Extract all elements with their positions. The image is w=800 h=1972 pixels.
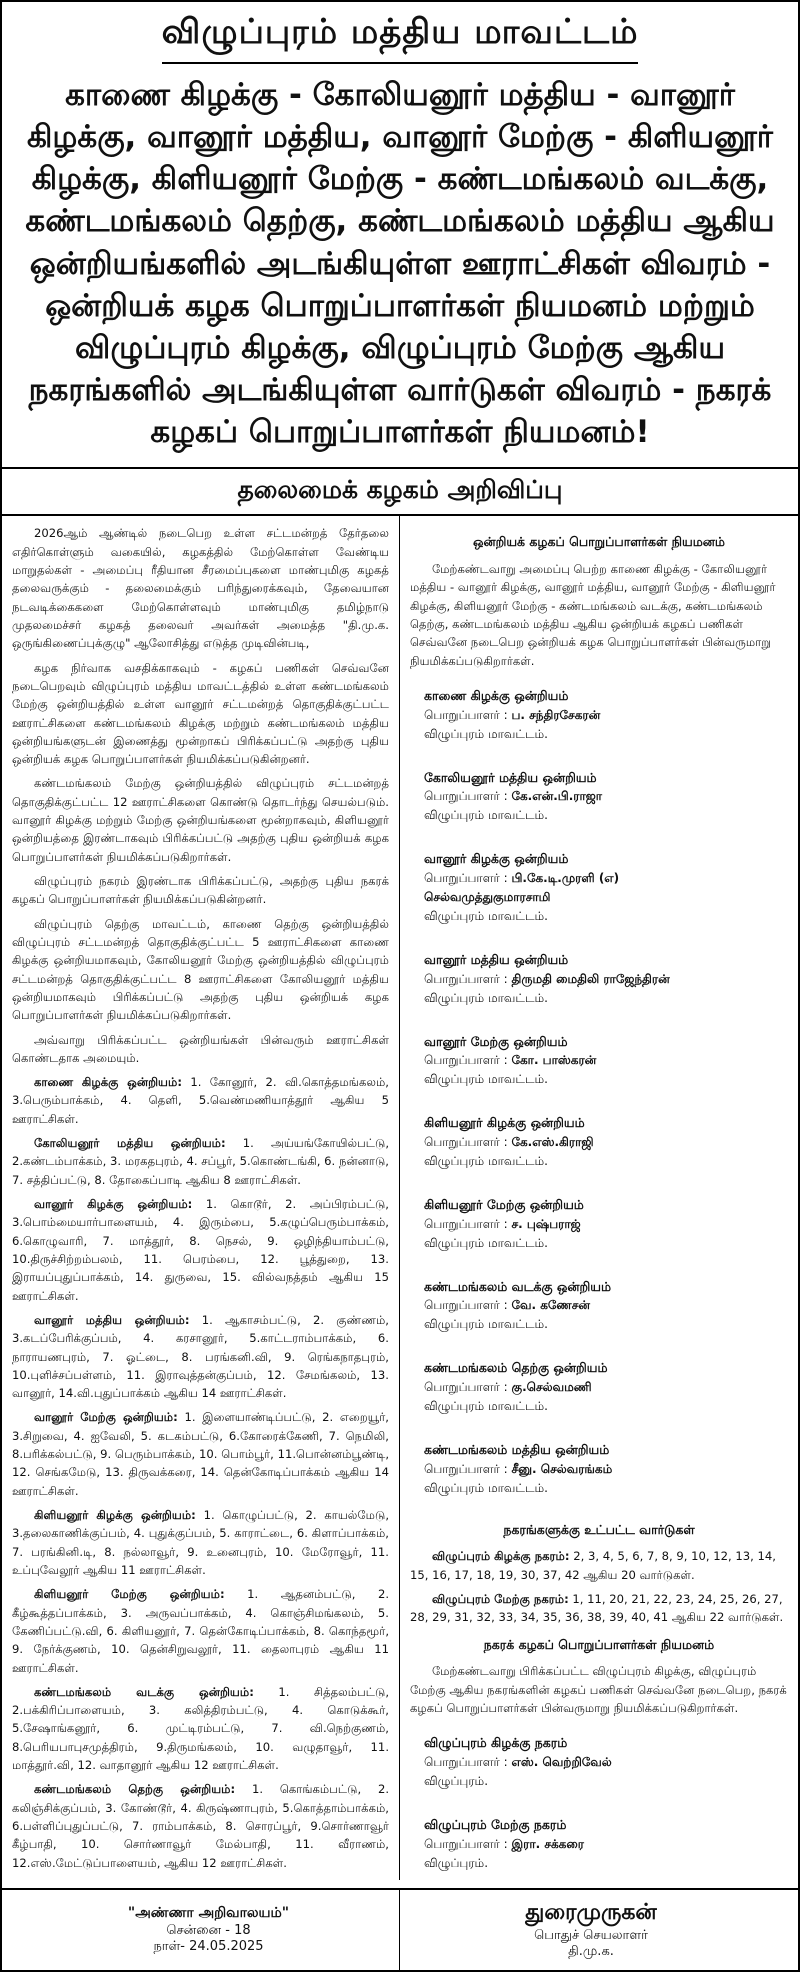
role-label: பொறுப்பாளர் : [424, 707, 508, 722]
appointee-name: திருமதி மைதிலி ராஜேந்திரன் [511, 971, 670, 986]
union-villages: 1. கொடூர், 2. அப்பிரம்பட்டு, 3.பொம்மையார்பாளையம், 4. இரும்பை, 5.கழுப்பெரும்பாக்கம், 6.கொழுவாரி, 7. மாத்தூர், 8. நெசல், 9. ஒழிந்தியாம்பட்டு, 10.திருச்சிற்றம்பலம், 11. பெரம்பை, 12. பூத்துறை, 13. இராயப்புதுப்பாக்கம், 14. துருவை, 15. வில்வநத்தம் ஆகிய 15 ஊராட்சிகள். [12, 1197, 389, 1303]
appointment-unit-name: விழுப்புரம் மேற்கு நகரம் [424, 1816, 567, 1832]
town-appointments [410, 1723, 788, 1880]
union-name: வானூர் மத்திய ஒன்றியம்: [34, 1312, 190, 1327]
appointment-line [424, 1296, 788, 1315]
union-name: கோலியனூர் மத்திய ஒன்றியம்: [34, 1136, 226, 1151]
appointee-name: பி.கே.டி.முரளி (எ) [511, 871, 620, 886]
role-label: பொறுப்பாளர் : [424, 789, 508, 804]
appointment-unit-name: விழுப்புரம் கிழக்கு நகரம் [424, 1735, 568, 1751]
union-name: வானூர் கிழக்கு ஒன்றியம்: [34, 1197, 193, 1212]
appointee-place: விழுப்புரம் மாவட்டம். [424, 1317, 548, 1332]
role-label: பொறுப்பாளர் : [424, 1216, 508, 1231]
appointment-unit-name: கிளியனூர் கிழக்கு ஒன்றியம் [424, 1115, 585, 1131]
appointee-name: ப. சந்திரசேகரன் [511, 707, 601, 722]
appointment-entry [410, 1103, 788, 1185]
appointment-line [424, 787, 788, 806]
district-title: விழுப்புரம் மத்திய மாவட்டம் [162, 12, 639, 64]
paragraph: மேற்கண்டவாறு அமைப்பு பெற்ற காணை கிழக்கு - கோலியனூர் மத்திய - வானூர் கிழக்கு, வானூர் மத்திய, வானூர் மேற்கு - கிளியனூர் கிழக்கு, கிளியனூர் மேற்கு - கண்டமங்கலம் வடக்கு, கண்டமங்கலம் தெற்கு, கண்டமங்கலம் மத்திய ஆகிய ஒன்றியக் கழகப் பணிகள் செவ்வனே நடைபெற ஒன்றியக் கழக பொறுப்பாளர்கள் பின்வருமாறு நியமிக்கப்படுகிறார்கள். [410, 562, 776, 668]
ward-label: விழுப்புரம் மேற்கு நகரம்: [432, 1591, 569, 1606]
appointee-name: கோ. பாஸ்கரன் [511, 1053, 597, 1068]
role-label: பொறுப்பாளர் : [424, 1461, 508, 1476]
appointment-unit-name: காணை கிழக்கு ஒன்றியம் [424, 688, 569, 704]
union-name: கண்டமங்கலம் தெற்கு ஒன்றியம்: [34, 1782, 236, 1797]
appointment-unit-name: கண்டமங்கலம் வடக்கு ஒன்றியம் [424, 1278, 612, 1294]
issue-date: நாள்- 24.05.2025 [153, 1939, 264, 1954]
appointment-entry [410, 676, 788, 758]
appointment-unit-name: வானூர் மேற்கு ஒன்றியம் [424, 1033, 568, 1049]
appointment-entry [410, 1723, 788, 1805]
union-entry [12, 1780, 389, 1872]
appointment-entry [410, 758, 788, 840]
appointment-entry [410, 1805, 788, 1881]
appointee-place: விழுப்புரம் மாவட்டம். [424, 990, 548, 1005]
union-entry [12, 1878, 389, 1880]
union-villages: 1. ஆகாசம்பட்டு, 2. குண்ணம், 3.கடப்பேரிக்குப்பம், 4. கரசானூர், 5.காட்டராம்பாக்கம், 6. நாராயணபுரம், 7. ஓட்டை, 8. பரங்கனி.வி, 9. ரெங்கநாதபுரம், 10.புளிச்சப்பள்ளம், 11. இராவுத்தன்குப்பம், 12. சேமங்கலம், 13. வானூர், 14.வி.புதுப்பாக்கம் ஆகிய 14 ஊராட்சிகள். [12, 1312, 389, 1401]
appointment-entry [410, 839, 788, 940]
union-entry [12, 1506, 389, 1579]
role-label: பொறுப்பாளர் : [424, 871, 508, 886]
address-block [18, 1890, 400, 1970]
appointment-line [424, 1215, 788, 1234]
appointee-place: விழுப்புரம் மாவட்டம். [424, 1153, 548, 1168]
ward-list: 2, 3, 4, 5, 6, 7, 8, 9, 10, 12, 13, 14, 15, 16, 17, 18, 19, 30, 37, 42 ஆகிய 20 வார்டுகள். [410, 1549, 776, 1582]
union-villages: 1. கொங்கம்பட்டு, 2. கலிஞ்சிக்குப்பம், 3. கோண்டூர், 4. கிருஷ்ணாபுரம், 5.கொத்தாம்பாக்கம், 6.பள்ளிப்புதுப்பட்டு, 7. ராம்பாக்கம், 8. சொரப்பூர், 9.சொர்ணாவூர் கீழ்பாதி, 10. சொர்ணாவூர் மேல்பாதி, 11. வீராணம், 12.எஸ்.மேட்டுப்பாளையம், ஆகிய 12 ஊராட்சிகள். [12, 1782, 390, 1870]
signature-block [400, 1900, 782, 1960]
appointee-name: கே.என்.பி.ராஜா [511, 789, 603, 804]
union-name: கண்டமங்கலம் வடக்கு ஒன்றியம்: [34, 1684, 254, 1699]
appointment-line [424, 970, 788, 989]
appointee-name: கு.செல்வமணி [511, 1379, 592, 1394]
appointee-name: இரா. சக்கரை [511, 1836, 584, 1851]
role-label: பொறுப்பாளர் : [424, 1754, 508, 1769]
union-entry [12, 1408, 389, 1500]
appointment-entry [410, 1348, 788, 1430]
appointee-name: கே.எஸ்.கிராஜி [511, 1135, 594, 1150]
sub-heading: தலைமைக் கழகம் அறிவிப்பு [237, 475, 563, 505]
appointee-place: விழுப்புரம் மாவட்டம். [424, 1072, 548, 1087]
appointee-place: விழுப்புரம் மாவட்டம். [424, 726, 548, 741]
appointment-entry [410, 1185, 788, 1267]
union-name: கிளியனூர் கிழக்கு ஒன்றியம்: [34, 1508, 196, 1523]
party-name: தி.மு.க. [568, 1944, 614, 1959]
section-title: ஒன்றியக் கழகப் பொறுப்பாளர்கள் நியமனம் [472, 534, 725, 550]
appointment-entry [410, 1267, 788, 1349]
signatory-designation: பொதுச் செயலாளர் [534, 1928, 648, 1943]
appointment-entry [410, 1430, 788, 1512]
section-title: நகரங்களுக்கு உட்பட்ட வார்டுகள் [503, 1521, 695, 1537]
appointment-entry [410, 940, 788, 1022]
appointee-place: விழுப்புரம். [424, 1855, 489, 1870]
union-entry [12, 1134, 389, 1189]
union-villages: 1. அய்யங்கோயில்பட்டு, 2.கண்டம்பாக்கம், 3. மரகதபுரம், 4. சப்பூர், 5.கொண்டங்கி, 6. நன்னாடு, 7. சத்திப்பட்டு, 8. தோகைப்பாடி ஆகிய 8 ஊராட்சிகள். [12, 1136, 389, 1187]
ward-list: 1, 11, 20, 21, 22, 23, 24, 25, 26, 27, 28, 29, 31, 32, 33, 34, 35, 36, 38, 39, 40, 41 ஆகிய 22 வார்டுகள். [410, 1591, 784, 1625]
union-entry [12, 1585, 389, 1677]
role-label: பொறுப்பாளர் : [424, 1053, 508, 1068]
ward-entry [410, 1590, 788, 1627]
union-name: காணை கிழக்கு ஒன்றியம்: [34, 1075, 182, 1090]
role-label: பொறுப்பாளர் : [424, 971, 508, 986]
appointee-place: விழுப்புரம் மாவட்டம். [424, 1480, 548, 1495]
appointee-place: விழுப்புரம். [424, 1773, 489, 1788]
ward-entry [410, 1547, 788, 1584]
role-label: பொறுப்பாளர் : [424, 1135, 508, 1150]
union-villages: 1. சித்தலம்பட்டு, 2.பக்கிரிப்பாளையம், 3. கலித்திரம்பட்டு, 4. கொடுக்கூர், 5.சேஷாங்கனூர், 6. முட்டிரம்பட்டு, 7. வி.நெற்குணம், 8.பெரியபாபுசமுத்திரம், 9.திருமங்கலம், 10. வழுதாவூர், 11. மாத்தூர்.வி, 12. வாதானூர் ஆகிய 12 ஊராட்சிகள். [12, 1684, 390, 1773]
paragraph: கழக நிர்வாக வசதிக்காகவும் - கழகப் பணிகள் செவ்வனே நடைபெறவும் விழுப்புரம் மத்திய மாவட்டத்தில் உள்ள கண்டமங்கலம் மேற்கு ஒன்றியத்தில் உள்ள வானூர் சட்டமன்றத் தொகுதிக்குட்பட்ட ஊராட்சிகளை கண்டமங்கலம் கிழக்கு மற்றும் கண்டமங்கலம் மத்திய ஒன்றியங்களுடன் இணைத்து மூன்றாகப் பிரிக்கப்பட்டு அதற்கு புதிய ஒன்றியக் கழக பொறுப்பாளர்கள் நியமிக்கப்படுகின்றனர். [12, 660, 389, 767]
appointment-line [424, 706, 788, 725]
union-name: கிளியனூர் மேற்கு ஒன்றியம்: [34, 1587, 225, 1602]
ward-label: விழுப்புரம் கிழக்கு நகரம்: [432, 1549, 570, 1564]
paragraph: விழுப்புரம் தெற்கு மாவட்டம், காணை தெற்கு ஒன்றியத்தில் விழுப்புரம் சட்டமன்றத் தொகுதிக்குட்பட்ட 5 ஊராட்சிகளை காணை கிழக்கு ஒன்றியமாகவும், கோலியனூர் மேற்கு ஒன்றியத்தில் விழுப்புரம் சட்டமன்றத் தொகுதிக்குட்பட்ட 8 ஊராட்சிகளை கோலியனூர் மத்திய ஒன்றியமாகவும் பிரிக்கப்பட்டு அதற்கு புதிய ஒன்றியக் கழக பொறுப்பாளர்கள் நியமிக்கப்படுகிறார்கள். [12, 916, 389, 1023]
appointment-unit-name: கண்டமங்கலம் மத்திய ஒன்றியம் [424, 1441, 610, 1457]
signatory-name: துரைமுருகன் [525, 1900, 657, 1925]
right-column [400, 516, 798, 1880]
appointee-name: வே. கணேசன் [511, 1298, 590, 1313]
paragraph: 2026ஆம் ஆண்டில் நடைபெற உள்ள சட்டமன்றத் தேர்தலை எதிர்கொள்ளும் வகையில், கழகத்தில் மேற்கொள்ள வேண்டிய மாறுதல்கள் - அமைப்பு ரீதியான சீரமைப்புகளை மாண்புமிகு கழகத் தலைவருக்கும் - தலைமைக்கும் பரிந்துரைக்கவும், தேவையான நடவடிக்கைகளை மேற்கொள்ளவும் மாண்புமிகு தமிழ்நாடு முதலமைச்சர் கழகத் தலைவர் அவர்கள் அமைத்த "தி.மு.க. ஒருங்கிணைப்புக்குழு" ஆலோசித்து எடுத்த முடிவின்படி, [12, 526, 389, 651]
office-city: சென்னை - 18 [166, 1923, 251, 1938]
appointment-unit-name: கண்டமங்கலம் தெற்கு ஒன்றியம் [424, 1360, 608, 1376]
union-villages: 1. கோனூர், 2. வி.கொத்தமங்கலம், 3.பெரும்பாக்கம், 4. தெளி, 5.வெண்மணியாத்தூர் ஆகிய 5 ஊராட்சிகள். [12, 1075, 389, 1126]
header [2, 2, 798, 469]
appointment-unit-name: வானூர் மத்திய ஒன்றியம் [424, 951, 569, 967]
role-label: பொறுப்பாளர் : [424, 1298, 508, 1313]
role-label: பொறுப்பாளர் : [424, 1836, 508, 1851]
appointee-place: விழுப்புரம் மாவட்டம். [424, 808, 548, 823]
footer [2, 1888, 798, 1970]
appointment-entry [410, 1022, 788, 1104]
union-villages: 1. ஆதனம்பட்டு, 2. கீழ்கூத்தப்பாக்கம், 3. அருவப்பாக்கம், 4. கொஞ்சிமங்கலம், 5. கேணிப்பட்டு.வி, 6. கிளியனூர், 7. தென்கோடிப்பாக்கம், 8. கொந்தமூர், 9. நேர்க்குணம், 10. தென்சிறுவலூர், 11. தைலாபுரம் ஆகிய 11 ஊராட்சிகள். [12, 1587, 390, 1675]
section-title: நகரக் கழகப் பொறுப்பாளர்கள் நியமனம் [483, 1636, 715, 1652]
appointee-place: விழுப்புரம் மாவட்டம். [424, 1398, 548, 1413]
union-appointments [410, 676, 788, 1512]
appointment-line [424, 1753, 788, 1772]
role-label: பொறுப்பாளர் : [424, 1379, 508, 1394]
paragraph: அவ்வாறு பிரிக்கப்பட்ட ஒன்றியங்கள் பின்வரும் ஊராட்சிகள் கொண்டதாக அமையும். [12, 1032, 389, 1065]
paragraph: மேற்கண்டவாறு பிரிக்கப்பட்ட விழுப்புரம் கிழக்கு, விழுப்புரம் மேற்கு ஆகிய நகரங்களின் கழகப் பணிகள் செவ்வனே நடைபெற, நகரக் கழகப் பொறுப்பாளர்கள் பின்வருமாறு நியமிக்கப்படுகிறார்கள். [410, 1664, 787, 1715]
union-entry [12, 1195, 389, 1305]
paragraph: விழுப்புரம் நகரம் இரண்டாக பிரிக்கப்பட்டு, அதற்கு புதிய நகரக் கழகப் பொறுப்பாளர்கள் நியமிக்கப்படுகின்றனர். [12, 874, 389, 907]
appointee-place: விழுப்புரம் மாவட்டம். [424, 909, 548, 923]
union-villages: 1. கொழுப்பட்டு, 2. காயல்மேடு, 3.தலைகாணிக்குப்பம், 4. புதுக்குப்பம், 5. காராட்டை, 6. கிளாப்பாக்கம், 7. பரங்கினி.டி, 8. நல்லாவூர், 9. உனைபுரம், 10. மேரோவூர், 11. உப்புவேலூர் ஆகிய 11 ஊராட்சிகள். [12, 1508, 390, 1577]
union-name: வானூர் மேற்கு ஒன்றியம்: [34, 1410, 178, 1425]
appointment-line [424, 1051, 788, 1070]
appointee-name: எஸ். வெற்றிவேல் [511, 1754, 612, 1769]
appointment-line [424, 1460, 788, 1479]
office-name: "அண்ணா அறிவாலயம்" [127, 1905, 290, 1921]
sub-heading-bar [2, 469, 798, 516]
appointee-name: ச. புஷ்பராஜ் [511, 1216, 581, 1231]
left-column [2, 516, 400, 1880]
union-villages: 1. இளையாண்டிப்பட்டு, 2. எறையூர், 3.சிறுவை, 4. ஐவேலி, 5. கடகம்பட்டு, 6.கோரைக்கேணி, 7. நெமிலி, 8.பரிக்கல்பட்டு, 9. பெரும்பாக்கம், 10. பொம்பூர், 11.பொன்னம்பூண்டி, 12. செங்கமேடு, 13. திருவக்கரை, 14. தென்கோடிப்பாக்கம் ஆகிய 14 ஊராட்சிகள். [12, 1410, 389, 1498]
appointment-line [424, 1835, 788, 1854]
appointment-unit-name: கோலியனூர் மத்திய ஒன்றியம் [424, 769, 597, 785]
appointment-line [424, 1133, 788, 1152]
union-entry [12, 1683, 389, 1775]
appointment-line [424, 1378, 788, 1397]
appointment-unit-name: கிளியனூர் மேற்கு ஒன்றியம் [424, 1196, 584, 1212]
paragraph: கண்டமங்கலம் மேற்கு ஒன்றியத்தில் விழுப்புரம் சட்டமன்றத் தொகுதிக்குட்பட்ட 12 ஊராட்சிகளை கொண்டு தொடர்ந்து செயல்படும். வானூர் கிழக்கு மற்றும் மேற்கு ஒன்றியங்களை மூன்றாகவும், கிளியனூர் ஒன்றியத்தை இரண்டாகவும் பிரிக்கப்பட்டு அதற்கு புதிய ஒன்றியக் கழக பொறுப்பாளர்கள் நியமிக்கப்படுகிறார்கள். [12, 776, 389, 864]
appointment-line [424, 869, 788, 888]
union-entry [12, 1311, 389, 1403]
appointment-unit-name: வானூர் கிழக்கு ஒன்றியம் [424, 851, 569, 867]
body-columns [2, 516, 798, 1880]
appointee-alias: செல்வமுத்துகுமாரசாமி [424, 890, 551, 905]
union-entry [12, 1073, 389, 1128]
appointee-place: விழுப்புரம் மாவட்டம். [424, 1235, 548, 1250]
headline: காணை கிழக்கு - கோலியனூர் மத்திய - வானூர் கிழக்கு, வானூர் மத்திய, வானூர் மேற்கு - கிளியனூர் கிழக்கு, கிளியனூர் மேற்கு - கண்டமங்கலம் வடக்கு, கண்டமங்கலம் தெற்கு, கண்டமங்கலம் மத்திய ஆகிய ஒன்றியங்களில் அடங்கியுள்ள ஊராட்சிகள் விவரம் - ஒன்றியக் கழக பொறுப்பாளர்கள் நியமனம் மற்றும் விழுப்புரம் கிழக்கு, விழுப்புரம் மேற்கு ஆகிய நகரங்களில் அடங்கியுள்ள வார்டுகள் விவரம் - நகரக் கழகப் பொறுப்பாளர்கள் நியமனம்! [25, 77, 775, 451]
appointee-name: சீனு. செல்வரங்கம் [511, 1461, 613, 1476]
